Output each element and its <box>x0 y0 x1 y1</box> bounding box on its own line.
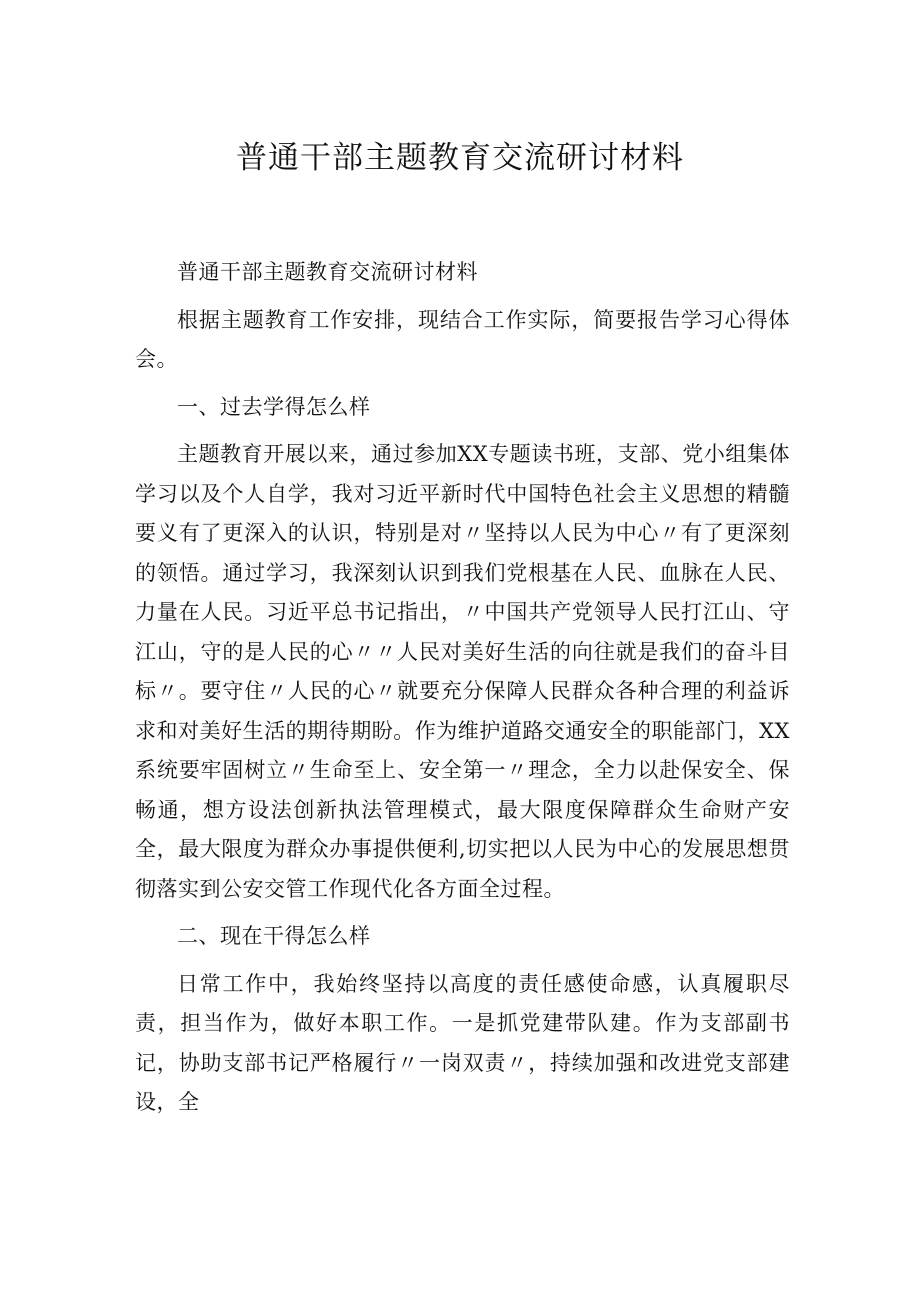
document-title: 普通干部主题教育交流研讨材料 <box>236 140 684 176</box>
section-heading-2: 二、现在干得怎么样 <box>177 924 371 948</box>
document-body <box>135 253 790 1123</box>
intro-paragraph: 根据主题教育工作安排，现结合工作实际，简要报告学习心得体会。 <box>135 307 790 371</box>
subtitle-line: 普通干部主题教育交流研讨材料 <box>177 260 478 284</box>
section-paragraph-2: 日常工作中，我始终坚持以高度的责任感使命感，认真履职尽责，担当作为，做好本职工作。一是抓党建带队建。作为支部副书记，协助支部书记严格履行〃一岗双责〃，持续加强和改进党支部建设，全 <box>135 971 790 1114</box>
section-heading-1: 一、过去学得怎么样 <box>177 394 371 419</box>
section-paragraph-1: 主题教育开展以来，通过参加XX专题读书班，支部、党小组集体学习以及个人自学，我对习近平新时代中国特色社会主义思想的精髓要义有了更深入的认识，特别是对〃坚持以人民为中心〃有了更深刻的领悟。通过学习，我深刻认识到我们党根基在人民、血脉在人民、力量在人民。习近平总书记指出，〃中国共产党领导人民打江山、守江山，守的是人民的心〃〃人民对美好生活的向往就是我们的奋斗目标〃。要守住〃人民的心〃就要充分保障人民群众各种合理的利益诉求和对美好生活的期待期盼。作为维护道路交通安全的职能部门，XX系统要牢固树立〃生命至上、安全第一〃理念，全力以赴保安全、保畅通，想方设法创新执法管理模式，最大限度保障群众生命财产安全，最大限度为群众办事提供便利,切实把以人民为中心的发展思想贯彻落实到公安交管工作现代化各方面全过程。 <box>135 442 790 901</box>
